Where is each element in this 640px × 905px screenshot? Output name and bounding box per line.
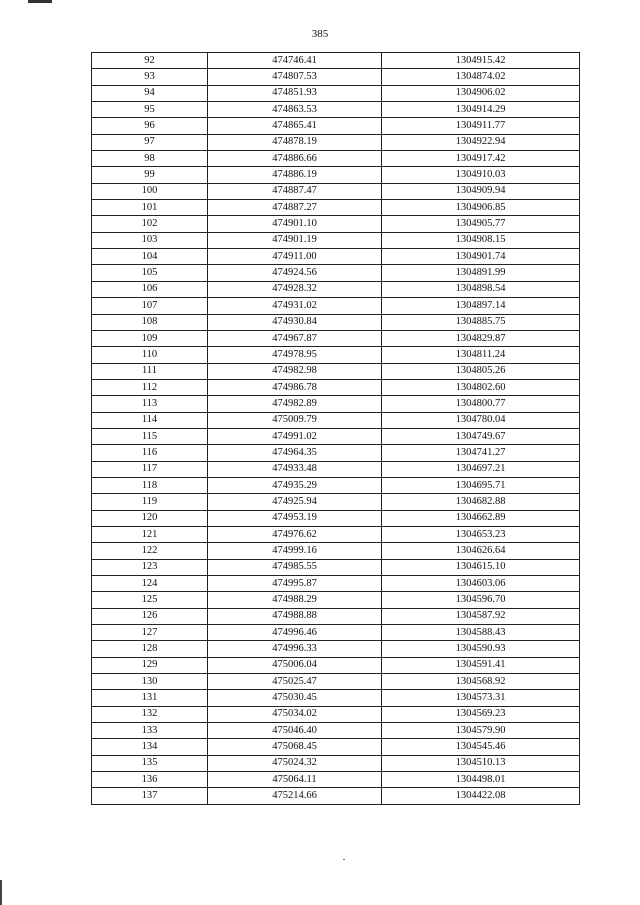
point-number-cell: 119 [92,494,208,510]
table-row [92,134,580,150]
table-row [92,592,580,608]
point-number-cell: 132 [92,706,208,722]
point-number-cell: 121 [92,526,208,542]
y-coordinate-cell: 1304587.92 [382,608,580,624]
point-number-cell: 105 [92,265,208,281]
point-number-cell: 92 [92,53,208,69]
y-coordinate-cell: 1304626.64 [382,543,580,559]
y-coordinate-cell: 1304741.27 [382,445,580,461]
y-coordinate-cell: 1304568.92 [382,674,580,690]
point-number-cell: 106 [92,281,208,297]
y-coordinate-cell: 1304811.24 [382,347,580,363]
point-number-cell: 107 [92,298,208,314]
point-number-cell: 108 [92,314,208,330]
y-coordinate-cell: 1304908.15 [382,232,580,248]
x-coordinate-cell: 475006.04 [208,657,382,673]
table-row [92,314,580,330]
table-row [92,788,580,804]
x-coordinate-cell: 474988.29 [208,592,382,608]
table-row [92,232,580,248]
table-row [92,379,580,395]
table-row [92,657,580,673]
x-coordinate-cell: 474901.19 [208,232,382,248]
y-coordinate-cell: 1304780.04 [382,412,580,428]
x-coordinate-cell: 474928.32 [208,281,382,297]
x-coordinate-cell: 474886.19 [208,167,382,183]
point-number-cell: 100 [92,183,208,199]
point-number-cell: 111 [92,363,208,379]
table-row [92,412,580,428]
y-coordinate-cell: 1304591.41 [382,657,580,673]
y-coordinate-cell: 1304615.10 [382,559,580,575]
x-coordinate-cell: 474887.27 [208,200,382,216]
x-coordinate-cell: 474911.00 [208,249,382,265]
table-row [92,216,580,232]
table-row [92,69,580,85]
point-number-cell: 129 [92,657,208,673]
point-number-cell: 102 [92,216,208,232]
y-coordinate-cell: 1304662.89 [382,510,580,526]
x-coordinate-cell: 475030.45 [208,690,382,706]
table-row [92,608,580,624]
x-coordinate-cell: 474931.02 [208,298,382,314]
table-row [92,723,580,739]
point-number-cell: 110 [92,347,208,363]
table-row [92,494,580,510]
point-number-cell: 116 [92,445,208,461]
x-coordinate-cell: 474978.95 [208,347,382,363]
x-coordinate-cell: 474985.55 [208,559,382,575]
y-coordinate-cell: 1304805.26 [382,363,580,379]
table-row [92,200,580,216]
x-coordinate-cell: 474991.02 [208,428,382,444]
x-coordinate-cell: 474887.47 [208,183,382,199]
point-number-cell: 127 [92,625,208,641]
y-coordinate-cell: 1304914.29 [382,102,580,118]
y-coordinate-cell: 1304898.54 [382,281,580,297]
point-number-cell: 112 [92,379,208,395]
table-row [92,281,580,297]
x-coordinate-cell: 474995.87 [208,576,382,592]
point-number-cell: 98 [92,151,208,167]
point-number-cell: 133 [92,723,208,739]
table-row [92,706,580,722]
point-number-cell: 99 [92,167,208,183]
x-coordinate-cell: 475046.40 [208,723,382,739]
y-coordinate-cell: 1304697.21 [382,461,580,477]
point-number-cell: 94 [92,85,208,101]
x-coordinate-cell: 475024.32 [208,755,382,771]
x-coordinate-cell: 474988.88 [208,608,382,624]
y-coordinate-cell: 1304905.77 [382,216,580,232]
point-number-cell: 134 [92,739,208,755]
table-row [92,559,580,575]
point-number-cell: 122 [92,543,208,559]
y-coordinate-cell: 1304596.70 [382,592,580,608]
table-row [92,428,580,444]
table-row [92,167,580,183]
x-coordinate-cell: 474986.78 [208,379,382,395]
point-number-cell: 96 [92,118,208,134]
y-coordinate-cell: 1304901.74 [382,249,580,265]
y-coordinate-cell: 1304569.23 [382,706,580,722]
point-number-cell: 114 [92,412,208,428]
x-coordinate-cell: 474996.33 [208,641,382,657]
y-coordinate-cell: 1304682.88 [382,494,580,510]
y-coordinate-cell: 1304510.13 [382,755,580,771]
x-coordinate-cell: 475034.02 [208,706,382,722]
x-coordinate-cell: 474878.19 [208,134,382,150]
point-number-cell: 131 [92,690,208,706]
table-row [92,641,580,657]
table-row [92,625,580,641]
x-coordinate-cell: 474865.41 [208,118,382,134]
point-number-cell: 115 [92,428,208,444]
point-number-cell: 123 [92,559,208,575]
point-number-cell: 103 [92,232,208,248]
table-row [92,674,580,690]
x-coordinate-cell: 474976.62 [208,526,382,542]
table-row [92,85,580,101]
point-number-cell: 109 [92,330,208,346]
y-coordinate-cell: 1304802.60 [382,379,580,395]
y-coordinate-cell: 1304422.08 [382,788,580,804]
point-number-cell: 124 [92,576,208,592]
point-number-cell: 95 [92,102,208,118]
point-number-cell: 101 [92,200,208,216]
x-coordinate-cell: 474953.19 [208,510,382,526]
point-number-cell: 97 [92,134,208,150]
x-coordinate-cell: 474999.16 [208,543,382,559]
x-coordinate-cell: 475009.79 [208,412,382,428]
x-coordinate-cell: 474901.10 [208,216,382,232]
table-row [92,249,580,265]
table-row [92,151,580,167]
y-coordinate-cell: 1304906.85 [382,200,580,216]
scan-artifact-left [0,880,2,905]
x-coordinate-cell: 475025.47 [208,674,382,690]
x-coordinate-cell: 474930.84 [208,314,382,330]
table-row [92,445,580,461]
table-row [92,690,580,706]
point-number-cell: 118 [92,477,208,493]
point-number-cell: 125 [92,592,208,608]
table-row [92,576,580,592]
scan-artifact-top [28,0,52,3]
y-coordinate-cell: 1304911.77 [382,118,580,134]
x-coordinate-cell: 474807.53 [208,69,382,85]
y-coordinate-cell: 1304917.42 [382,151,580,167]
y-coordinate-cell: 1304915.42 [382,53,580,69]
y-coordinate-cell: 1304545.46 [382,739,580,755]
table-row [92,526,580,542]
y-coordinate-cell: 1304603.06 [382,576,580,592]
page-number: 385 [311,28,329,40]
table-row [92,265,580,281]
table-row [92,461,580,477]
point-number-cell: 128 [92,641,208,657]
point-number-cell: 130 [92,674,208,690]
y-coordinate-cell: 1304909.94 [382,183,580,199]
y-coordinate-cell: 1304800.77 [382,396,580,412]
point-number-cell: 137 [92,788,208,804]
table-row [92,347,580,363]
y-coordinate-cell: 1304653.23 [382,526,580,542]
y-coordinate-cell: 1304885.75 [382,314,580,330]
table-row [92,363,580,379]
x-coordinate-cell: 475214.66 [208,788,382,804]
x-coordinate-cell: 474996.46 [208,625,382,641]
x-coordinate-cell: 474746.41 [208,53,382,69]
x-coordinate-cell: 475064.11 [208,772,382,788]
y-coordinate-cell: 1304922.94 [382,134,580,150]
table-row [92,739,580,755]
y-coordinate-cell: 1304590.93 [382,641,580,657]
table-row [92,755,580,771]
x-coordinate-cell: 474982.89 [208,396,382,412]
table-row [92,102,580,118]
table-row [92,543,580,559]
scan-speck [343,859,345,860]
y-coordinate-cell: 1304579.90 [382,723,580,739]
table-row [92,183,580,199]
y-coordinate-cell: 1304829.87 [382,330,580,346]
table-row [92,772,580,788]
y-coordinate-cell: 1304588.43 [382,625,580,641]
y-coordinate-cell: 1304906.02 [382,85,580,101]
x-coordinate-cell: 474933.48 [208,461,382,477]
x-coordinate-cell: 474967.87 [208,330,382,346]
coordinate-table-body [92,53,580,805]
y-coordinate-cell: 1304573.31 [382,690,580,706]
point-number-cell: 117 [92,461,208,477]
y-coordinate-cell: 1304498.01 [382,772,580,788]
x-coordinate-cell: 474863.53 [208,102,382,118]
x-coordinate-cell: 474925.94 [208,494,382,510]
x-coordinate-cell: 474964.35 [208,445,382,461]
point-number-cell: 104 [92,249,208,265]
point-number-cell: 93 [92,69,208,85]
y-coordinate-cell: 1304891.99 [382,265,580,281]
y-coordinate-cell: 1304910.03 [382,167,580,183]
y-coordinate-cell: 1304897.14 [382,298,580,314]
coordinate-table [91,52,580,805]
table-row [92,53,580,69]
x-coordinate-cell: 474924.56 [208,265,382,281]
x-coordinate-cell: 475068.45 [208,739,382,755]
table-row [92,396,580,412]
table-row [92,330,580,346]
x-coordinate-cell: 474886.66 [208,151,382,167]
point-number-cell: 136 [92,772,208,788]
point-number-cell: 126 [92,608,208,624]
x-coordinate-cell: 474935.29 [208,477,382,493]
y-coordinate-cell: 1304749.67 [382,428,580,444]
table-row [92,118,580,134]
x-coordinate-cell: 474851.93 [208,85,382,101]
x-coordinate-cell: 474982.98 [208,363,382,379]
point-number-cell: 113 [92,396,208,412]
y-coordinate-cell: 1304695.71 [382,477,580,493]
y-coordinate-cell: 1304874.02 [382,69,580,85]
point-number-cell: 135 [92,755,208,771]
table-row [92,510,580,526]
table-row [92,477,580,493]
point-number-cell: 120 [92,510,208,526]
table-row [92,298,580,314]
